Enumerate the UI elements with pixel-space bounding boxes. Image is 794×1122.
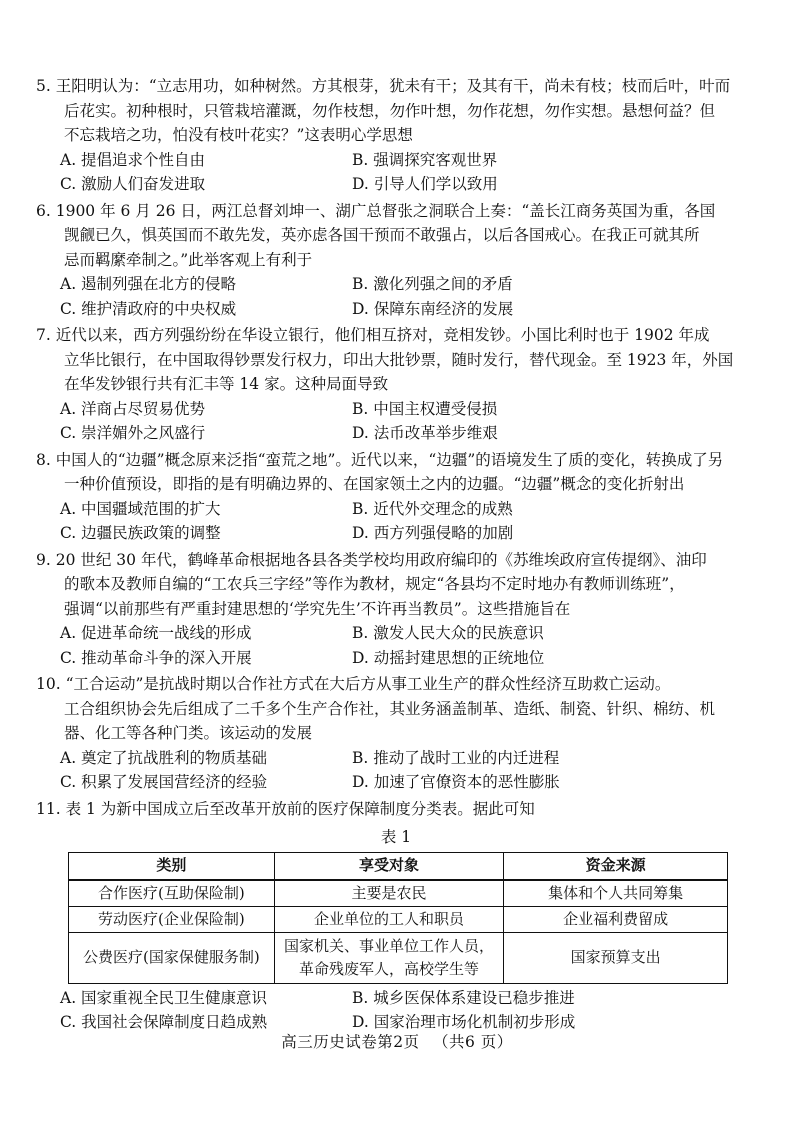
option-d: D. 保障东南经济的发展 [352,299,514,318]
table-cell: 合作医疗(互助保险制) [69,880,275,907]
option-c: C. 激励人们奋发进取 [60,175,206,193]
footer-title: 高三历史试卷第2页 [281,1033,420,1051]
table-title: 表 1 [380,828,412,846]
question-7 [36,323,756,446]
option-b: B. 推动了战时工业的内迁进程 [352,748,560,767]
question-text-line: 9. 20 世纪 30 年代，鹤峰革命根据地各县各类学校均用政府编印的《苏维埃政府宣传提纲》、油印 [36,550,707,569]
question-text-line: 8. 中国人的“边疆”概念原来泛指“蛮荒之地”。近代以来，“边疆”的语境发生了质的变化，转换成了另 [36,450,724,469]
option-c: C. 积累了发展国营经济的经验 [60,773,268,791]
option-a: A. 遏制列强在北方的侵略 [60,275,237,293]
question-text-line: 强调“以前那些有严重封建思想的‘学究先生’不许再当教员”。这些措施旨在 [64,599,571,618]
question-6 [36,199,756,322]
option-b: B. 近代外交理念的成熟 [352,499,513,518]
table-cell: 国家预算支出 [504,932,728,983]
question-text-line: 6. 1900 年 6 月 26 日，两江总督刘坤一、湖广总督张之洞联合上奏：“盖长江商务英国为重，各国 [36,201,716,220]
option-a: A. 奠定了抗战胜利的物质基础 [60,748,268,767]
answer-options [36,497,756,546]
answer-options [36,746,756,795]
question-text-line: 器、化工等各种门类。该运动的发展 [64,724,313,742]
table-cell: 国家机关、事业单位工作人员，革命残废军人，高校学生等 [274,932,504,983]
question-text-line: 立华比银行，在中国取得钞票发行权力，印出大批钞票，随时发行，替代现金。至 1923 年，外国 [64,350,734,369]
option-a: A. 国家重视全民卫生健康意识 [60,988,268,1007]
table-header-cell: 类别 [69,852,275,880]
option-a: A. 促进革命统一战线的形成 [60,624,252,642]
answer-options [36,272,756,321]
option-a: A. 中国疆域范围的扩大 [60,499,221,518]
option-d: D. 国家治理市场化机制初步形成 [352,1013,576,1031]
table-header-row [69,852,728,880]
table-cell: 公费医疗(国家保健服务制) [69,932,275,983]
question-text-line: 觊觎已久，惧英国而不敢先发，英亦虑各国干预而不敢强占，以后各国戒心。在我正可就其所 [64,226,700,244]
option-c: C. 崇洋媚外之风盛行 [60,424,206,442]
question-text-line: 11. 表 1 为新中国成立后至改革开放前的医疗保障制度分类表。据此可知 [36,799,535,818]
table-cell: 企业福利费留成 [504,906,728,932]
question-text-line: 工合组织协会先后组成了二千多个生产合作社，其业务涵盖制革、造纸、制瓷、针织、棉纺、机 [64,699,716,718]
page-footer [0,1030,794,1055]
table-cell: 企业单位的工人和职员 [274,906,504,932]
option-d: D. 西方列强侵略的加剧 [352,524,514,542]
question-text-line: 10. “工合运动”是抗战时期以合作社方式在大后方从事工业生产的群众性经济互助救亡运动。 [36,675,671,693]
option-c: C. 边疆民族政策的调整 [60,524,221,542]
questions-area [36,74,756,1037]
question-text-line: 7. 近代以来，西方列强纷纷在华设立银行，他们相互挤对，竞相发钞。小国比利时也于 1902 年成 [36,326,710,344]
option-b: B. 中国主权遭受侵损 [352,399,498,418]
answer-options [36,148,756,197]
question-11 [36,797,756,1035]
question-text-line: 一种价值预设，即指的是有明确边界的、在国家领土之内的边疆。“边疆”概念的变化折射出 [64,475,685,493]
option-d: D. 加速了官僚资本的恶性膨胀 [352,773,560,791]
table-header-cell: 资金来源 [504,852,728,880]
answer-options [36,397,756,446]
table-row [69,932,728,983]
table-cell: 集体和个人共同筹集 [504,880,728,907]
question-text-line: 在华发钞银行共有汇丰等 14 家。这种局面导致 [64,375,389,393]
option-b: B. 强调探究客观世界 [352,150,498,169]
question-10 [36,672,756,795]
table-cell: 劳动医疗(企业保险制) [69,906,275,932]
question-8 [36,448,756,546]
data-table [68,852,728,984]
table-row [69,906,728,932]
question-text-line: 忌而羁縻牵制之。”此举客观上有利于 [64,250,313,269]
option-c: C. 推动革命斗争的深入开展 [60,648,252,667]
option-a: A. 洋商占尽贸易优势 [60,399,206,418]
option-b: B. 激发人民大众的民族意识 [352,624,544,642]
table-row [69,880,728,907]
answer-options [36,621,756,670]
option-b: B. 城乡医保体系建设已稳步推进 [352,988,575,1007]
option-d: D. 法币改革举步维艰 [352,424,498,442]
option-b: B. 激化列强之间的矛盾 [352,275,513,293]
table-header-cell: 享受对象 [274,852,504,880]
option-d: D. 引导人们学以致用 [352,175,498,193]
answer-options [36,986,756,1035]
question-9 [36,548,756,671]
question-text-line: 不忘栽培之功，怕没有枝叶花实？”这表明心学思想 [64,126,413,144]
option-c: C. 维护清政府的中央权威 [60,299,237,318]
question-text-line: 的歌本及教师自编的“工农兵三字经”等作为教材，规定“各县均不定时地办有教师训练班”， [64,575,685,593]
question-5 [36,74,756,197]
option-a: A. 提倡追求个性自由 [60,150,206,169]
question-text-line: 5. 王阳明认为：“立志用功，如种树然。方其根芽，犹未有干；及其有干，尚未有枝；枝而后叶，叶而 [36,77,731,95]
footer-page-count: （共6 页） [433,1033,513,1051]
option-c: C. 我国社会保障制度日趋成熟 [60,1013,268,1031]
option-d: D. 动摇封建思想的正统地位 [352,648,545,667]
table-cell: 主要是农民 [274,880,504,907]
question-text-line: 后花实。初种根时，只管栽培灌溉，勿作枝想，勿作叶想，勿作花想，勿作实想。悬想何益？但 [64,101,716,120]
